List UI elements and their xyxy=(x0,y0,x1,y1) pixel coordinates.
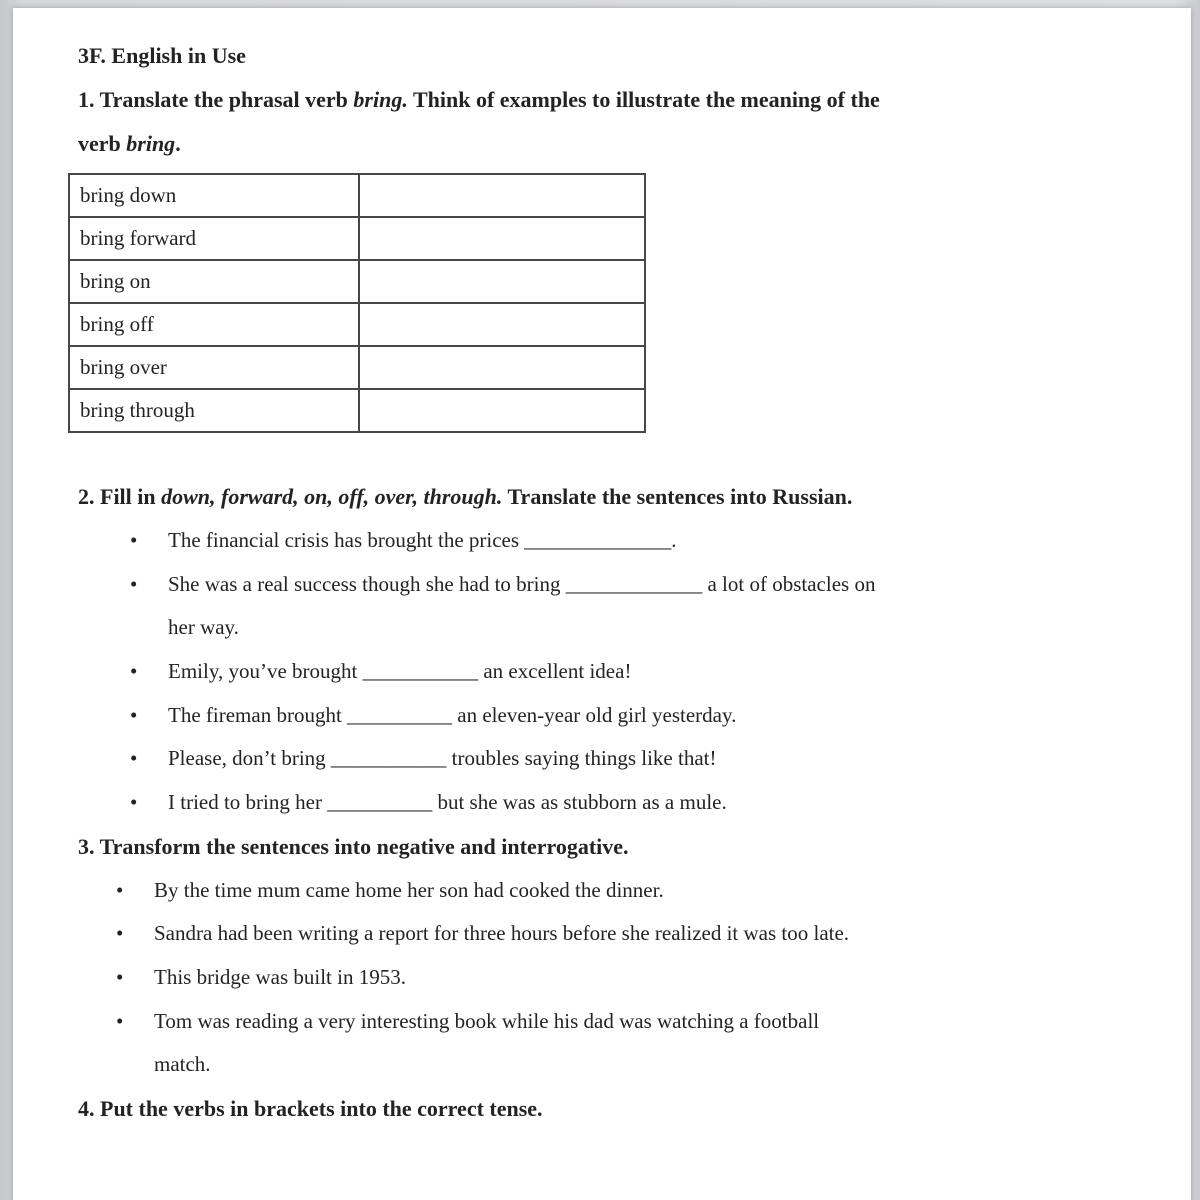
list-item: • By the time mum came home her son had cooked the dinner. xyxy=(154,869,878,913)
list-item: • Emily, you’ve brought ___________ an excellent idea! xyxy=(168,650,888,694)
task1-heading-part-italic: bring. xyxy=(353,87,408,112)
task2-heading-part-italic: down, forward, on, off, over, through. xyxy=(161,484,503,509)
list-item: • The fireman brought __________ an eleven-year old girl yesterday. xyxy=(168,694,888,738)
list-item: • Please, don’t bring ___________ troubles saying things like that! xyxy=(168,737,888,781)
list-item: • She was a real success though she had to bring _____________ a lot of obstacles on her way. xyxy=(168,563,888,650)
task2-heading-part: 2. Fill in xyxy=(78,484,162,509)
phrase-cell: bring off xyxy=(69,303,359,346)
phrase-cell: bring over xyxy=(69,346,359,389)
task1-heading-part: Think of examples to illustrate the meaning of the verb xyxy=(78,87,880,156)
translation-cell xyxy=(359,389,645,432)
list-item: • I tried to bring her __________ but she was as stubborn as a mule. xyxy=(168,781,888,825)
task2-sentence-list xyxy=(78,519,888,825)
translation-cell xyxy=(359,217,645,260)
task1-heading-part-italic: bring xyxy=(126,131,176,156)
phrase-cell: bring on xyxy=(69,260,359,303)
phrase-cell: bring through xyxy=(69,389,359,432)
list-item: • The financial crisis has brought the prices ______________. xyxy=(168,519,888,563)
task2-heading xyxy=(78,475,908,519)
task1-heading xyxy=(78,78,908,166)
translation-cell xyxy=(359,303,645,346)
translation-cell xyxy=(359,260,645,303)
task2-heading-part: Translate the sentences into Russian. xyxy=(502,484,853,509)
table-row xyxy=(69,174,645,217)
task3-heading: 3. Transform the sentences into negative and interrogative. xyxy=(78,833,629,859)
table-row xyxy=(69,389,645,432)
translation-cell xyxy=(359,174,645,217)
phrasal-verbs-table xyxy=(68,173,646,433)
table-row xyxy=(69,346,645,389)
task1-heading-part: . xyxy=(175,131,181,156)
list-item: • This bridge was built in 1953. xyxy=(154,956,878,1000)
list-item: • Sandra had been writing a report for three hours before she realized it was too late. xyxy=(154,912,878,956)
document-page xyxy=(13,8,1191,1200)
table-row xyxy=(69,260,645,303)
table-row xyxy=(69,217,645,260)
phrase-cell: bring forward xyxy=(69,217,359,260)
task4-heading: 4. Put the verbs in brackets into the correct tense. xyxy=(78,1096,543,1122)
table-row xyxy=(69,303,645,346)
phrase-cell: bring down xyxy=(69,174,359,217)
list-item: • Tom was reading a very interesting book while his dad was watching a football match. xyxy=(154,1000,878,1087)
translation-cell xyxy=(359,346,645,389)
task3-sentence-list xyxy=(78,869,878,1087)
task1-heading-part: 1. Translate the phrasal verb xyxy=(78,87,354,112)
page-title: 3F. English in Use xyxy=(78,43,246,68)
